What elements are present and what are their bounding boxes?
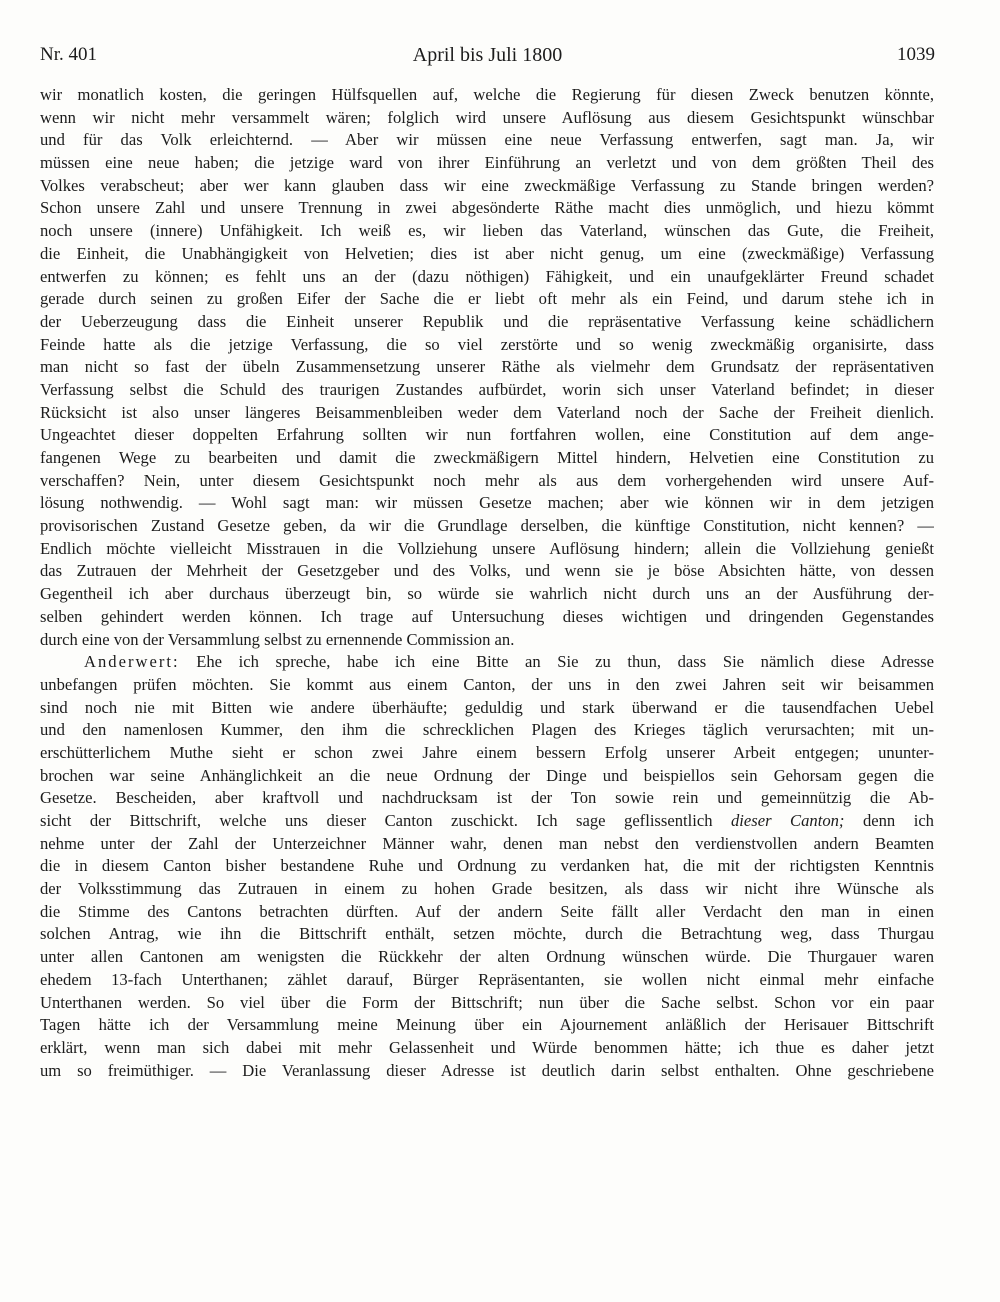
text-line: ehedem 13-fach Unterthanen; zählet darauf, Bürger Repräsentanten, sie wollen nicht einmal mehr einfache bbox=[40, 969, 934, 989]
text-line: Ungeachtet dieser doppelten Erfahrung sollten wir nun fortfahren wollen, eine Constitution auf dem ange- bbox=[40, 425, 934, 445]
text-line: gerade durch seinen zu großen Eifer der Sache die er liebt oft mehr als ein Feind, und darum stehe ich in bbox=[40, 289, 934, 309]
running-title: April bis Juli 1800 bbox=[412, 44, 563, 66]
text-line-emphasis bbox=[40, 810, 934, 833]
page-number: 1039 bbox=[897, 44, 935, 65]
body-text bbox=[40, 84, 934, 1082]
speaker-line-text: Ehe ich spreche, habe ich eine Bitte an Sie zu thun, dass Sie nämlich diese Adresse bbox=[196, 652, 934, 672]
emphasized-text: dieser Canton; bbox=[731, 811, 845, 830]
text-line: Schon unsere Zahl und unsere Trennung in zwei abgesönderte Räthe macht dies unmöglich, und hiezu kömmt bbox=[40, 198, 934, 218]
speaker-line bbox=[40, 651, 934, 674]
text-line: nehme unter der Zahl der Unterzeichner Männer wahr, denen man nebst den verdienstvollen andern Beamten bbox=[40, 833, 934, 853]
text-line: entwerfen zu können; es fehlt uns an der (dazu nöthigen) Fähigkeit, und ein unaufgeklärter Freund schadet bbox=[40, 266, 934, 286]
text-line: selben gehindert werden können. Ich trage auf Untersuchung dieses wichtigen und dringenden Gegenstandes bbox=[40, 606, 934, 626]
text-line: Verfassung selbst die Schuld des traurigen Zustandes aufbürdet, worin sich unser Vaterland befindet; in dieser bbox=[40, 379, 934, 399]
text-line: Volkes verabscheut; aber wer kann glauben dass wir eine zweckmäßige Verfassung zu Stande bringen werden? bbox=[40, 175, 934, 195]
text-line: erklärt, wenn man sich dabei mit mehr Gelassenheit und Würde benommen hätte; ich thue es daher jetzt bbox=[40, 1037, 934, 1057]
text-line: der Volksstimmung das Zutrauen in einem zu hohen Grade besitzen, als dass wir nicht ihre Wünsche als bbox=[40, 879, 934, 899]
text-line: und für das Volk erleichternd. — Aber wir müssen eine neue Verfassung entwerfen, sagt man. Ja, wir bbox=[40, 130, 934, 150]
page-header bbox=[40, 44, 935, 74]
text-line: Gesetze. Bescheiden, aber kraftvoll und nachdrucksam ist der Ton sowie rein und gemeinnützig die Ab- bbox=[40, 788, 934, 808]
text-line: um so freimüthiger. — Die Veranlassung dieser Adresse ist deutlich darin selbst enthalten. Ohne geschriebene bbox=[40, 1060, 934, 1080]
text-line: der Ueberzeugung dass die Einheit unserer Republik und die repräsentative Verfassung keine schädlichern bbox=[40, 311, 934, 331]
text-line: unbefangen prüfen möchten. Sie kommt aus einem Canton, der uns in den zwei Jahren seit wir beisammen bbox=[40, 674, 934, 694]
text-segment: sicht der Bittschrift, welche uns dieser Canton zuschickt. Ich sage geflissentlich bbox=[40, 811, 713, 830]
text-segment: denn ich bbox=[862, 811, 934, 830]
text-line: und den namenlosen Kummer, den ihm die schrecklichen Plagen des Krieges täglich verursachten; mit un- bbox=[40, 720, 934, 740]
text-line: müssen eine neue haben; die jetzige ward von ihrer Einführung an verletzt und von dem größten Theil des bbox=[40, 153, 934, 173]
speaker-name: Anderwert: bbox=[84, 652, 180, 672]
text-line: wenn wir nicht mehr versammelt wären; folglich wird unsere Auflösung aus diesem Gesichtspunkt wünschbar bbox=[40, 107, 934, 127]
text-line: die in diesem Canton bisher bestandene Ruhe und Ordnung zu verdanken hat, die mit der richtigsten Kenntnis bbox=[40, 856, 934, 876]
text-line: Unterthanen werden. So viel über die Form der Bittschrift; nun über die Sache selbst. Schon vor ein paar bbox=[40, 992, 934, 1012]
text-line: erschütterlichem Muthe sieht er schon zwei Jahre einem bessern Erfolg unserer Arbeit entgegen; ununter- bbox=[40, 742, 934, 762]
text-line: wir monatlich kosten, die geringen Hülfsquellen auf, welche die Regierung für diesen Zweck benutzen könnte, bbox=[40, 85, 934, 104]
text-line: brochen war seine Anhänglichkeit an die neue Ordnung der Dinge und beispiellos sein Gehorsam gegen die bbox=[40, 765, 934, 785]
text-line: Rücksicht ist also unser längeres Beisammenbleiben weder dem Vaterland noch der Sache der Freiheit dienlich. bbox=[40, 402, 934, 422]
text-line: Feinde hatte als die jetzige Verfassung, die so viel zerstörte und so wenig zweckmäßig organisirte, dass bbox=[40, 334, 934, 354]
document-number: Nr. 401 bbox=[40, 44, 97, 65]
text-line: noch unsere (innere) Unfähigkeit. Ich weiß es, wir lieben das Vaterland, wünschen das Gute, die Freiheit, bbox=[40, 221, 934, 241]
text-line: lösung nothwendig. — Wohl sagt man: wir müssen Gesetze machen; aber wie können wir in dem jetzigen bbox=[40, 493, 934, 513]
text-line: das Zutrauen der Mehrheit der Gesetzgeber und des Volks, und wenn sie je böse Absichten hätte, von dessen bbox=[40, 561, 934, 581]
text-line: durch eine von der Versammlung selbst zu ernennende Commission an. bbox=[40, 629, 515, 649]
text-line: sind noch nie mit Bitten wie andere überhäufte; geduldig und stark überwand er die tausendfachen Uebel bbox=[40, 697, 934, 717]
text-line: Endlich möchte vielleicht Misstrauen in die Vollziehung unsere Auflösung hindern; allein die Vollziehung genießt bbox=[40, 538, 934, 558]
text-line: verschaffen? Nein, unter diesem Gesichtspunkt noch mehr als aus dem vorhergehenden wird unsere Auf- bbox=[40, 470, 934, 490]
text-line: unter allen Cantonen am wenigsten die Rückkehr der alten Ordnung wünschen würde. Die Thurgauer waren bbox=[40, 947, 934, 967]
text-line: die Einheit, die Unabhängigkeit von Helvetien; dies ist aber nicht genug, um eine (zweckmäßige) Verfassung bbox=[40, 243, 934, 263]
text-line: fangenen Wege zu bearbeiten und damit die zweckmäßigern Mittel hindern, Helvetien eine Constitution zu bbox=[40, 448, 934, 467]
text-line: provisorischen Zustand Gesetze geben, da wir die Grundlage derselben, die künftige Constitution, nicht kennen? — bbox=[40, 516, 934, 536]
text-line: die Stimme des Cantons betrachten dürften. Auf der andern Seite fällt aller Verdacht den man in einen bbox=[40, 901, 934, 921]
text-line: Gegentheil ich aber durchaus überzeugt bin, so würde sie wahrlich nicht durch uns an der Ausführung der- bbox=[40, 584, 934, 604]
text-line: Tagen hätte ich der Versammlung meine Meinung über ein Ajournement anläßlich der Herisauer Bittschrift bbox=[40, 1015, 934, 1035]
text-line: man nicht so fast der übeln Zusammensetzung unserer Räthe als vielmehr dem Grundsatz der repräsentativen bbox=[40, 357, 934, 377]
text-line: solchen Antrag, wie ihn die Bittschrift enthält, setzen möchte, durch die Betrachtung weg, dass Thurgau bbox=[40, 924, 934, 944]
